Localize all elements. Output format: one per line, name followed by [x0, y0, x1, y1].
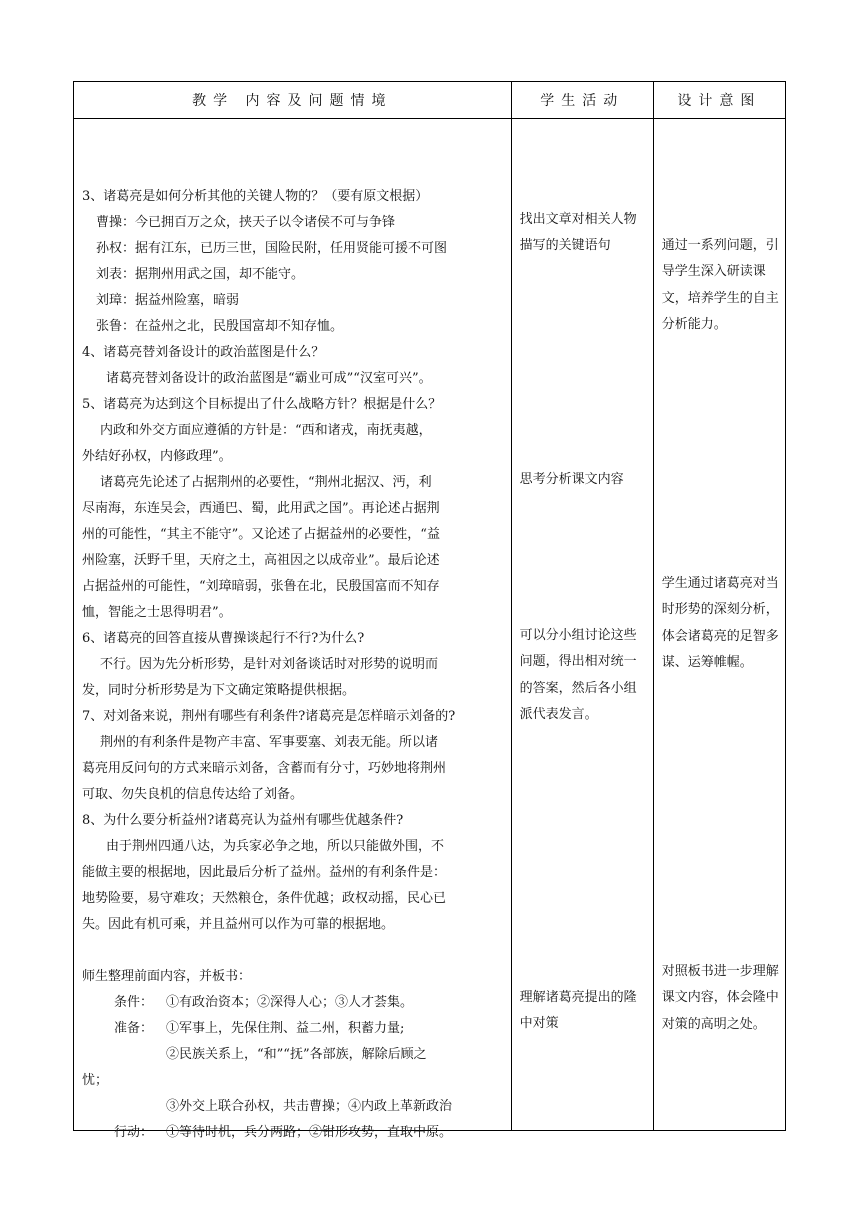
q4-answer: 诸葛亮替刘备设计的政治蓝图是“霸业可成”“汉室可兴”。 — [106, 371, 432, 386]
activity-1: 找出文章对相关人物描写的关键语句 — [519, 212, 637, 254]
q3-zhanglu: 张鲁：在益州之北，民殷国富却不知存恤。 — [96, 319, 344, 334]
board-action: ①等待时机，兵分两路；②钳形攻势，直取中原。 — [166, 1125, 453, 1140]
q6-answer-line: 不行。因为先分析形势，是针对刘备谈话时对形势的说明而 — [100, 657, 439, 672]
lesson-plan-table — [73, 81, 786, 1140]
q3-sunquan: 孙权：据有江东，已历三世，国险民附，任用贤能可援不可图 — [96, 241, 448, 256]
board-intro: 师生整理前面内容，并板书： — [82, 969, 252, 984]
header-activity: 学生活动 — [511, 82, 653, 119]
q3-liubiao: 刘表：据荆州用武之国，却不能守。 — [96, 267, 305, 282]
question-6: 6、诸葛亮的回答直接从曹操谈起行不行?为什么? — [82, 631, 365, 646]
board-preparation-line: 忧； — [82, 1073, 109, 1088]
q7-answer-line: 可取、勿失良机的信息传达给了刘备。 — [82, 787, 304, 802]
board-preparation-line: ①军事上，先保住荆、益二州，积蓄力量; — [166, 1021, 405, 1036]
body-row — [74, 119, 786, 1131]
question-5: 5、诸葛亮为达到这个目标提出了什么战略方针？根据是什么？ — [82, 397, 442, 412]
intent-cell — [653, 119, 785, 1131]
q8-answer-line: 能做主要的根据地，因此最后分析了益州。益州的有利条件是： — [82, 865, 447, 880]
header-intent: 设计意图 — [653, 82, 785, 119]
question-3: 3、诸葛亮是如何分析其他的关键人物的？（要有原文根据） — [82, 189, 429, 204]
header-content: 教学 内容及问题情境 — [74, 82, 512, 119]
q7-answer-line: 葛亮用反问句的方式来暗示刘备，含蓄而有分寸，巧妙地将荆州 — [82, 761, 447, 776]
q3-liuzhang: 刘璋：据益州险塞，暗弱 — [96, 293, 240, 308]
q8-answer-line: 由于荆州四通八达，为兵家必争之地，所以只能做外围，不 — [106, 839, 445, 854]
question-4: 4、诸葛亮替刘备设计的政治蓝图是什么？ — [82, 345, 325, 360]
intent-2: 学生通过诸葛亮对当时形势的深刻分析，体会诸葛亮的足智多谋、运筹帷幄。 — [661, 576, 779, 670]
q5-answer-line: 外结好孙权，内修政理”。 — [82, 449, 232, 464]
activity-4: 理解诸葛亮提出的隆中对策 — [519, 990, 637, 1032]
board-action-label: 行动： — [114, 1125, 154, 1140]
q5-answer-line: 恤，智能之士思得明君”。 — [82, 605, 232, 620]
q5-answer-line: 州的可能性，“其主不能守”。又论述了占据益州的必要性，“益 — [82, 527, 440, 542]
q5-answer-line: 占据益州的可能性，“刘璋暗弱，张鲁在北，民殷国富而不知存 — [82, 579, 440, 594]
board-preparation-line: ②民族关系上，“和”“抚”各部族，解除后顾之 — [166, 1047, 427, 1062]
q6-answer-line: 发，同时分析形势是为下文确定策略提供根据。 — [82, 683, 356, 698]
q3-caocao: 曹操：今已拥百万之众，挟天子以令诸侯不可与争锋 — [96, 215, 396, 230]
q5-answer-line: 内政和外交方面应遵循的方针是：“西和诸戎，南抚夷越， — [100, 423, 432, 438]
q7-answer-line: 荆州的有利条件是物产丰富、军事要塞、刘表无能。所以诸 — [100, 735, 439, 750]
content-cell — [74, 119, 512, 1140]
q5-answer-line: 州险塞，沃野千里，天府之土，高祖因之以成帝业”。最后论述 — [82, 553, 440, 568]
intent-3: 对照板书进一步理解课文内容，体会隆中对策的高明之处。 — [661, 964, 779, 1032]
board-condition-label: 条件： — [114, 995, 154, 1010]
q8-answer-line: 失。因此有机可乘，并且益州可以作为可靠的根据地。 — [82, 917, 395, 932]
board-preparation-line: ③外交上联合孙权，共击曹操；④内政上革新政治 — [166, 1099, 453, 1114]
q5-answer-line: 诸葛亮先论述了占据荆州的必要性，“荆州北据汉、沔，利 — [100, 475, 432, 490]
activity-cell — [511, 119, 653, 1131]
activity-3: 可以分小组讨论这些问题，得出相对统一的答案，然后各小组派代表发言。 — [519, 628, 637, 722]
question-8: 8、为什么要分析益州?诸葛亮认为益州有哪些优越条件? — [82, 813, 404, 828]
q8-answer-line: 地势险要，易守难攻；天然粮仓，条件优越；政权动摇，民心已 — [82, 891, 447, 906]
activity-2: 思考分析课文内容 — [519, 472, 624, 487]
header-row — [74, 82, 786, 119]
board-preparation-label: 准备： — [114, 1021, 154, 1036]
question-7: 7、对刘备来说，荆州有哪些有利条件?诸葛亮是怎样暗示刘备的? — [82, 709, 456, 724]
board-condition: ①有政治资本；②深得人心；③人才荟集。 — [166, 995, 414, 1010]
intent-1: 通过一系列问题，引导学生深入研读课文，培养学生的自主分析能力。 — [661, 238, 779, 332]
q5-answer-line: 尽南海，东连吴会，西通巴、蜀，此用武之国”。再论述占据荆 — [82, 501, 440, 516]
